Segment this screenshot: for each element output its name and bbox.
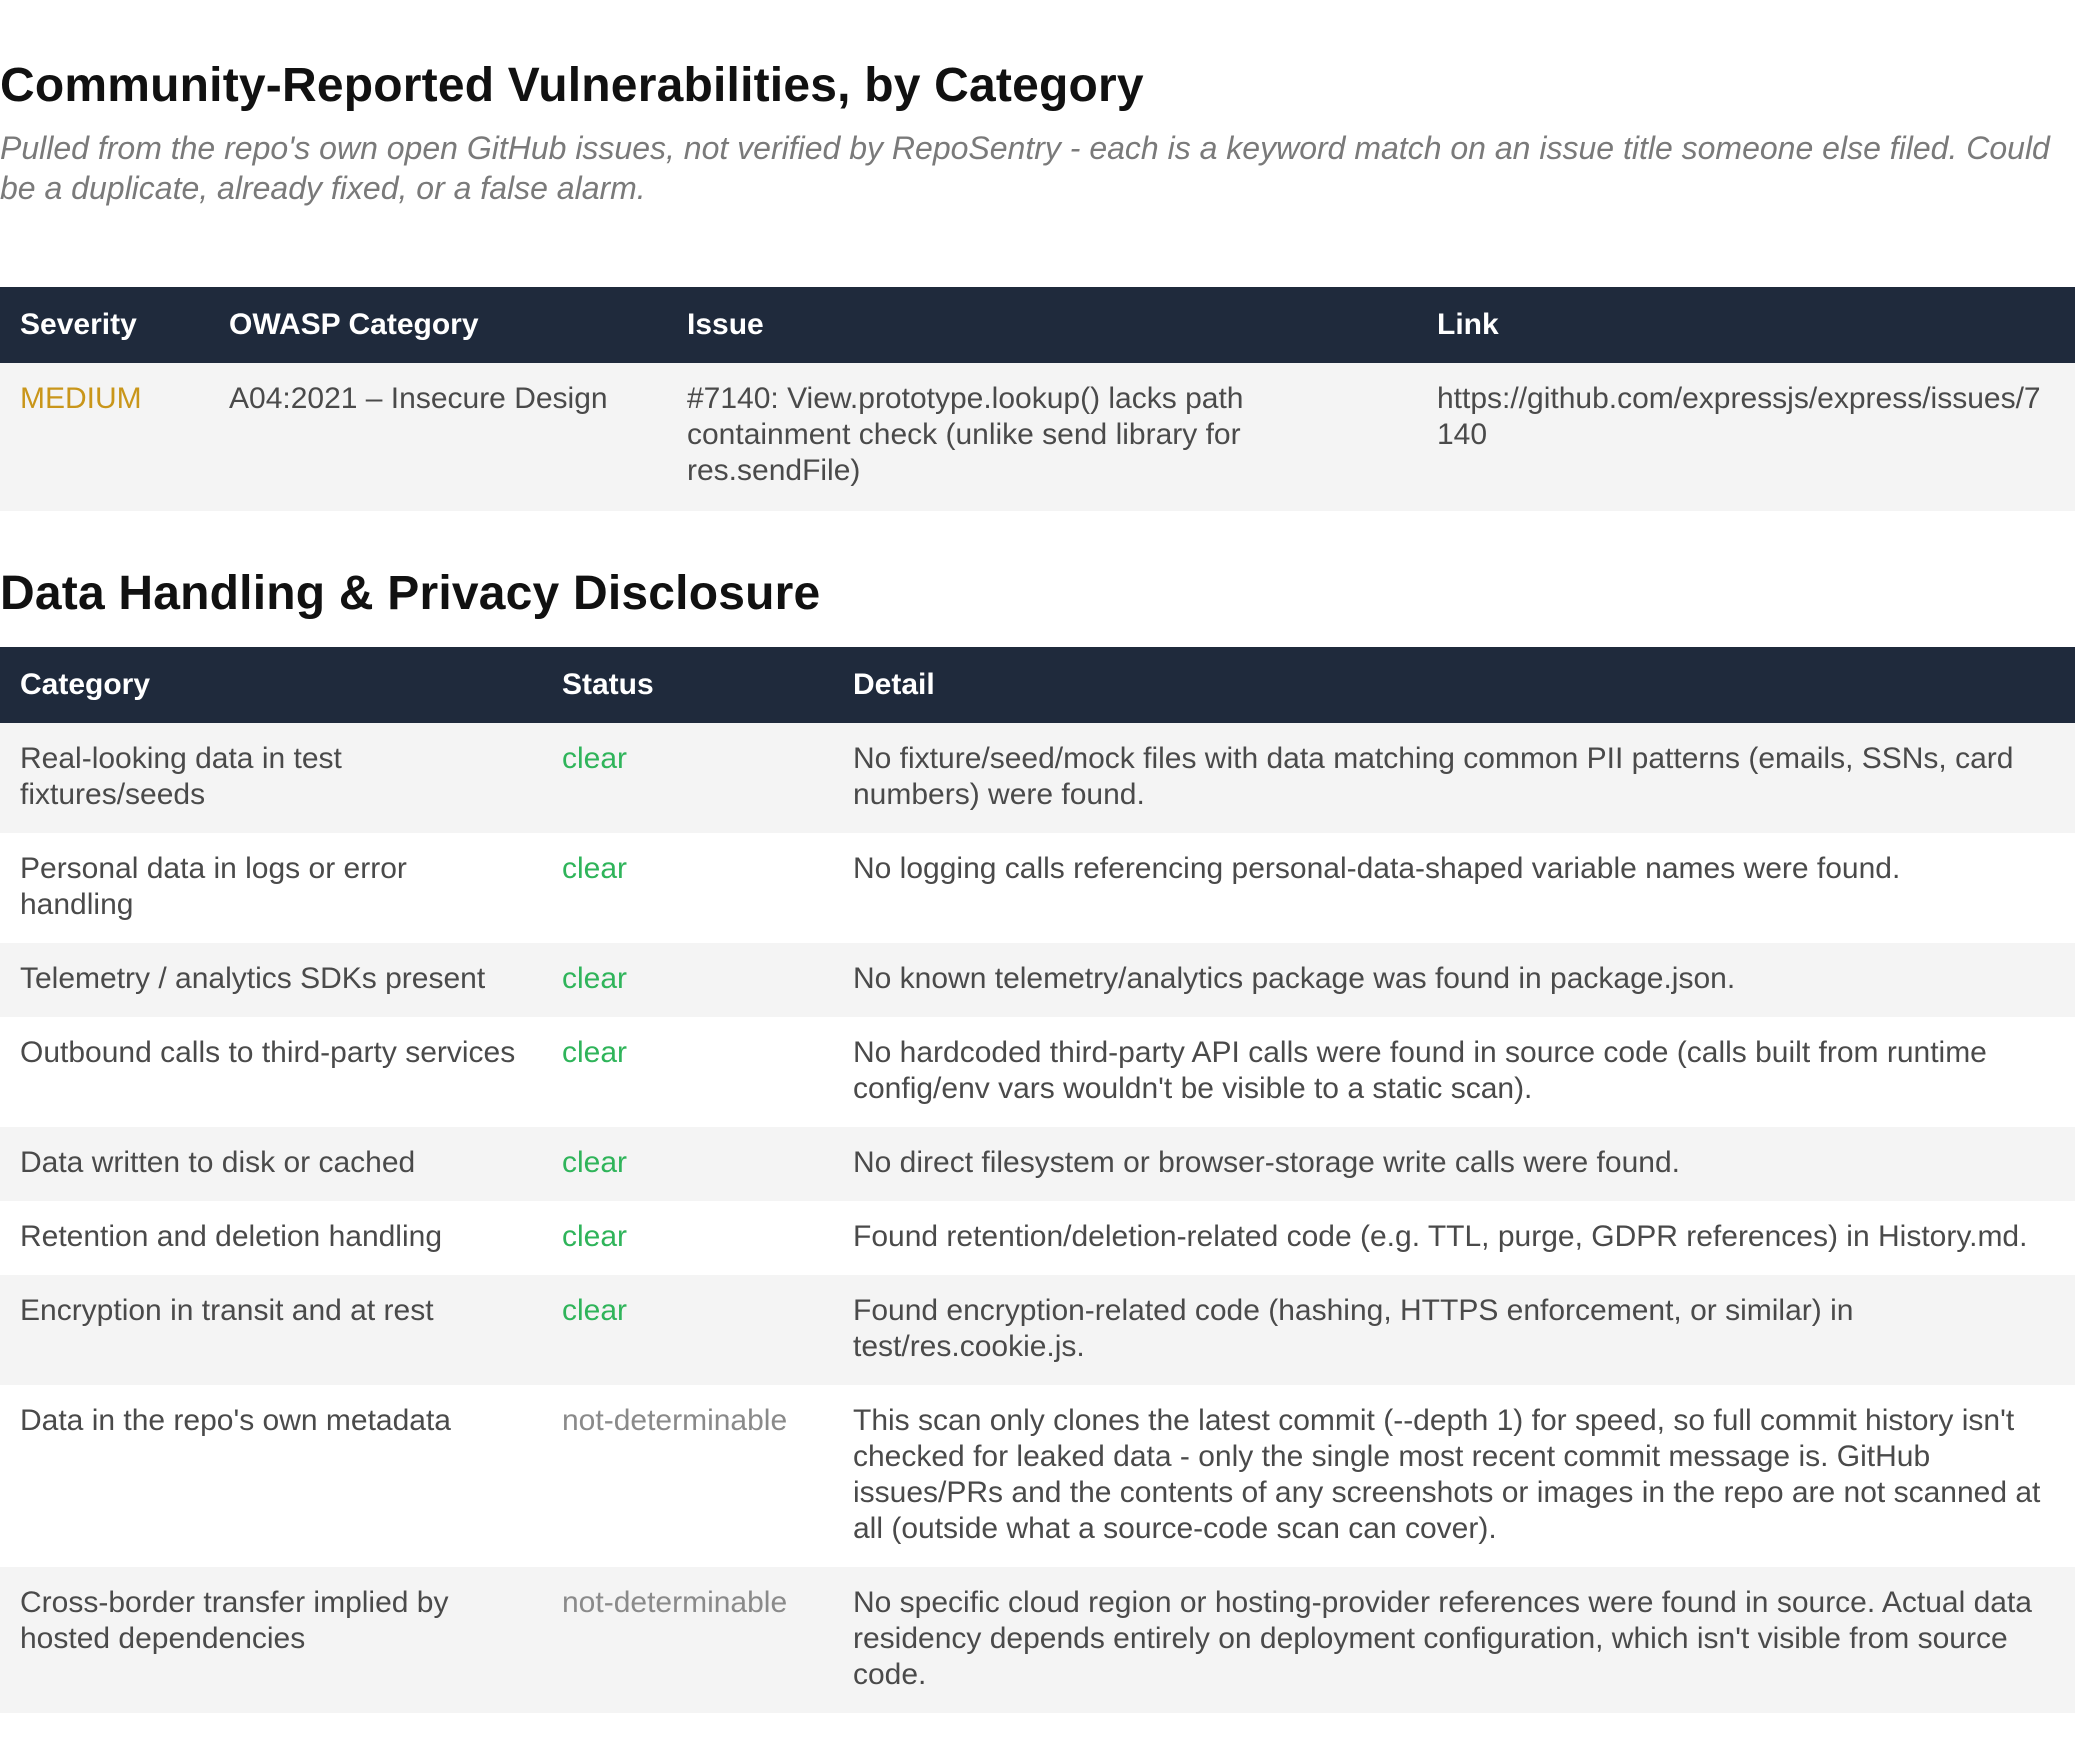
column-header-owasp-category: OWASP Category xyxy=(209,287,667,363)
category-cell: Telemetry / analytics SDKs present xyxy=(0,943,542,1017)
status-badge: clear xyxy=(542,1201,833,1275)
privacy-table xyxy=(0,647,2075,1713)
column-header-category: Category xyxy=(0,647,542,723)
vulnerabilities-subtitle: Pulled from the repo's own open GitHub issues, not verified by RepoSentry - each is a keyword match on an issue title someone else filed. Could be a duplicate, already fixed, or a false alarm. xyxy=(0,130,2050,206)
detail-cell: Found encryption-related code (hashing, HTTPS enforcement, or similar) in test/res.cookie.js. xyxy=(833,1275,2075,1385)
table-row xyxy=(0,1275,2075,1385)
vulnerabilities-table xyxy=(0,287,2075,511)
category-cell: Personal data in logs or error handling xyxy=(0,833,542,943)
category-cell: Data written to disk or cached xyxy=(0,1127,542,1201)
table-row xyxy=(0,1201,2075,1275)
column-header-link: Link xyxy=(1417,287,2075,363)
category-cell: Real-looking data in test fixtures/seeds xyxy=(0,723,542,833)
status-badge: clear xyxy=(542,723,833,833)
table-row xyxy=(0,943,2075,1017)
status-badge: clear xyxy=(542,1017,833,1127)
detail-cell: No fixture/seed/mock files with data matching common PII patterns (emails, SSNs, card numbers) were found. xyxy=(833,723,2075,833)
category-cell: Retention and deletion handling xyxy=(0,1201,542,1275)
vulnerabilities-header-row xyxy=(0,287,2075,363)
issue-cell: #7140: View.prototype.lookup() lacks path containment check (unlike send library for res.sendFile) xyxy=(667,363,1417,511)
table-row xyxy=(0,363,2075,511)
detail-cell: No direct filesystem or browser-storage write calls were found. xyxy=(833,1127,2075,1201)
column-header-status: Status xyxy=(542,647,833,723)
status-badge: not-determinable xyxy=(542,1567,833,1713)
table-row xyxy=(0,1567,2075,1713)
status-badge: clear xyxy=(542,1275,833,1385)
detail-cell: No specific cloud region or hosting-provider references were found in source. Actual data residency depends entirely on deployment configuration, which isn't visible from source code. xyxy=(833,1567,2075,1713)
detail-cell: No logging calls referencing personal-data-shaped variable names were found. xyxy=(833,833,2075,943)
detail-cell: Found retention/deletion-related code (e.g. TTL, purge, GDPR references) in History.md. xyxy=(833,1201,2075,1275)
vulnerabilities-title: Community-Reported Vulnerabilities, by Category xyxy=(0,59,1144,112)
severity-badge: MEDIUM xyxy=(0,363,209,511)
column-header-severity: Severity xyxy=(0,287,209,363)
detail-cell: No hardcoded third-party API calls were found in source code (calls built from runtime config/env vars wouldn't be visible to a static scan). xyxy=(833,1017,2075,1127)
column-header-issue: Issue xyxy=(667,287,1417,363)
status-badge: clear xyxy=(542,1127,833,1201)
category-cell: Cross-border transfer implied by hosted dependencies xyxy=(0,1567,542,1713)
status-badge: clear xyxy=(542,833,833,943)
column-header-detail: Detail xyxy=(833,647,2075,723)
category-cell: Encryption in transit and at rest xyxy=(0,1275,542,1385)
table-row xyxy=(0,723,2075,833)
status-badge: clear xyxy=(542,943,833,1017)
table-row xyxy=(0,1385,2075,1567)
table-row xyxy=(0,833,2075,943)
detail-cell: This scan only clones the latest commit (--depth 1) for speed, so full commit history isn't checked for leaked data - only the single most recent commit message is. GitHub issues/PRs and the contents of any screenshots or images in the repo are not scanned at all (outside what a source-code scan can cover). xyxy=(833,1385,2075,1567)
category-cell: Data in the repo's own metadata xyxy=(0,1385,542,1567)
detail-cell: No known telemetry/analytics package was found in package.json. xyxy=(833,943,2075,1017)
table-row xyxy=(0,1127,2075,1201)
privacy-header-row xyxy=(0,647,2075,723)
owasp-category-cell: A04:2021 – Insecure Design xyxy=(209,363,667,511)
table-row xyxy=(0,1017,2075,1127)
category-cell: Outbound calls to third-party services xyxy=(0,1017,542,1127)
privacy-title: Data Handling & Privacy Disclosure xyxy=(0,567,821,620)
status-badge: not-determinable xyxy=(542,1385,833,1567)
issue-link[interactable]: https://github.com/expressjs/express/issues/7140 xyxy=(1417,363,2075,511)
